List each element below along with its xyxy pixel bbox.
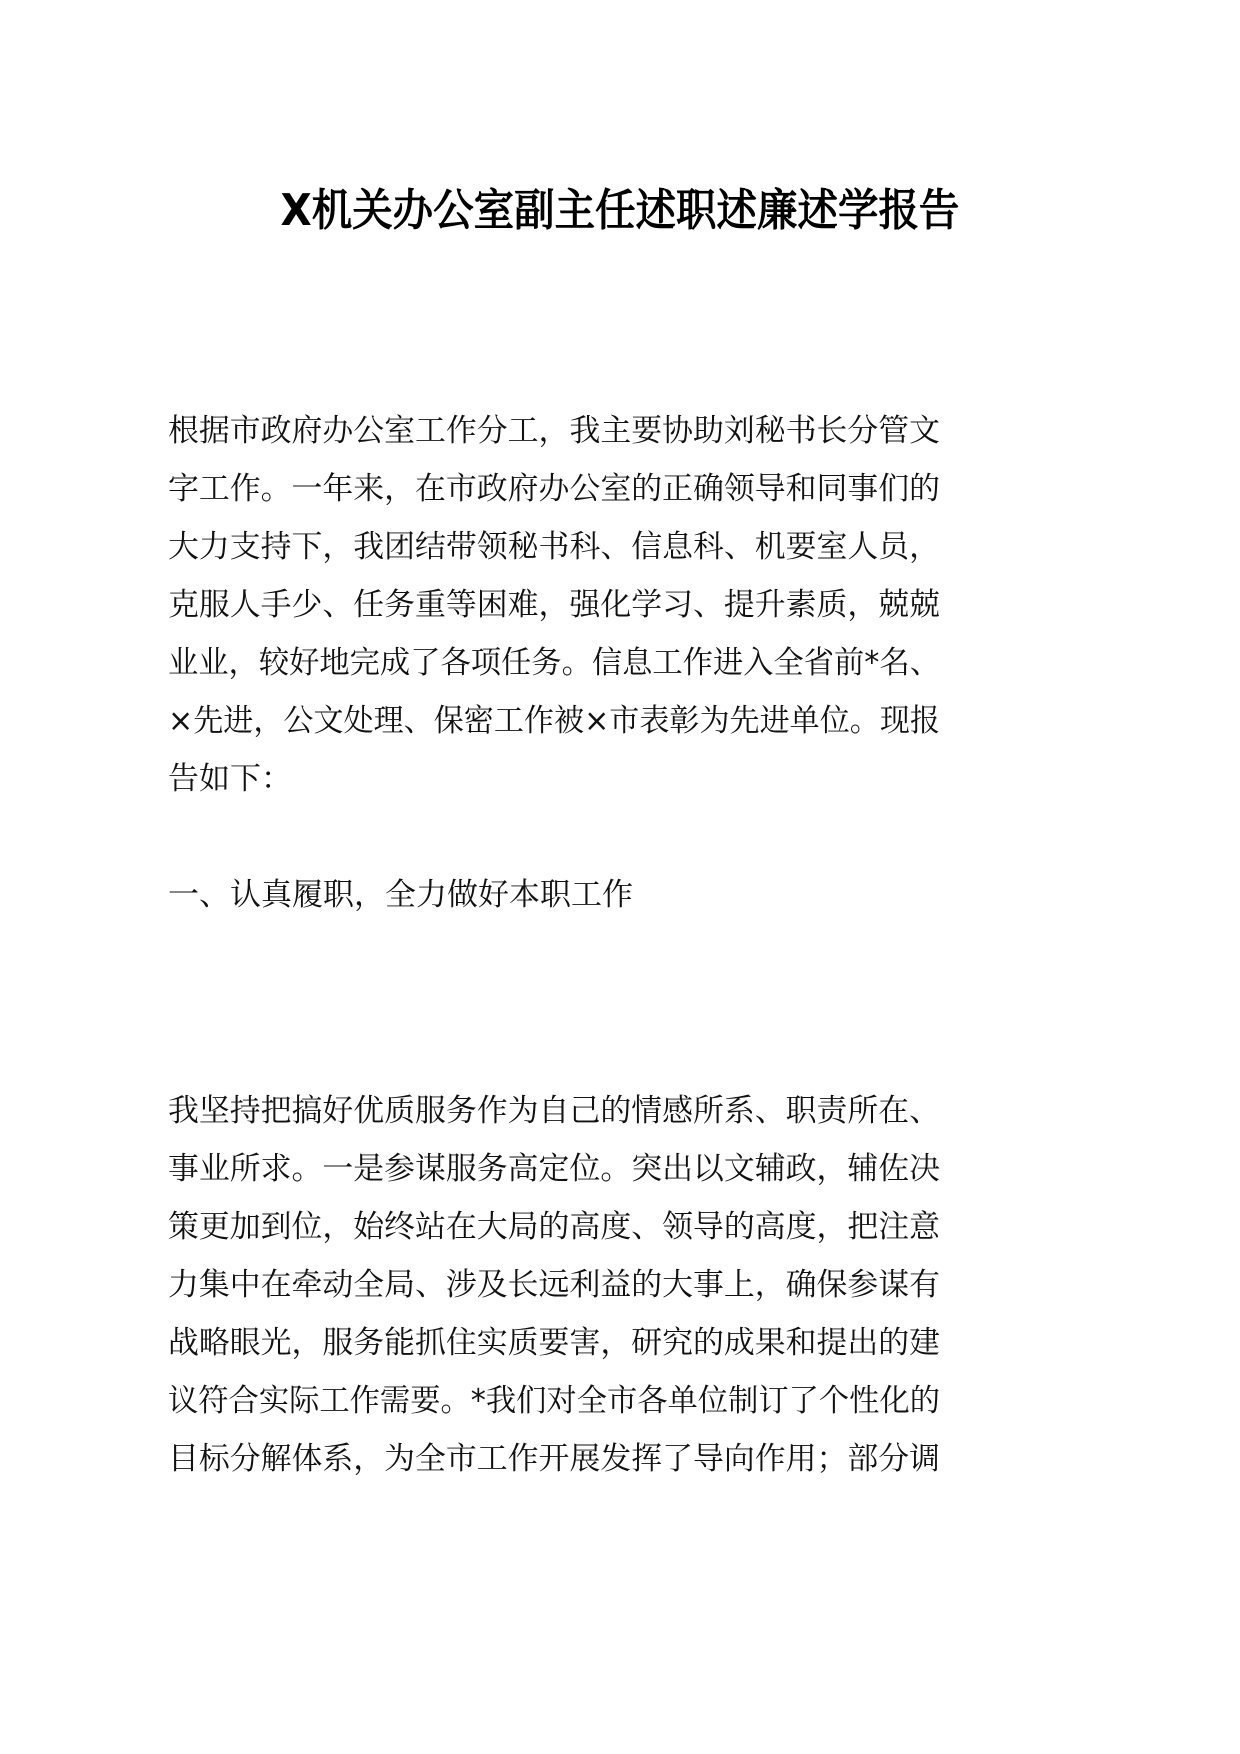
paragraph-line: 克服人手少、任务重等困难，强化学习、提升素质，兢兢	[168, 587, 940, 623]
paragraph-line: 力集中在牵动全局、涉及长远利益的大事上，确保参谋有	[168, 1267, 940, 1303]
section-paragraph	[168, 1082, 948, 1488]
intro-paragraph	[168, 402, 948, 808]
paragraph-line: 字工作。一年来，在市政府办公室的正确领导和同事们的	[168, 471, 940, 507]
paragraph-line: 告如下：	[168, 761, 292, 797]
paragraph-line: 大力支持下，我团结带领秘书科、信息科、机要室人员，	[168, 529, 940, 565]
paragraph-line: 根据市政府办公室工作分工，我主要协助刘秘书长分管文	[168, 413, 940, 449]
paragraph-line: 策更加到位，始终站在大局的高度、领导的高度，把注意	[168, 1209, 940, 1245]
document-title	[0, 183, 1240, 239]
paragraph-line: 战略眼光，服务能抓住实质要害，研究的成果和提出的建	[168, 1325, 940, 1361]
paragraph-line: ×先进，公文处理、保密工作被×市表彰为先进单位。现报	[168, 703, 940, 739]
paragraph-line: 议符合实际工作需要。*我们对全市各单位制订了个性化的	[168, 1383, 940, 1419]
paragraph-line: 目标分解体系，为全市工作开展发挥了导向作用；部分调	[168, 1441, 940, 1477]
section-heading	[168, 866, 948, 924]
paragraph-line: 我坚持把搞好优质服务作为自己的情感所系、职责所在、	[168, 1093, 940, 1129]
paragraph-line: 业业，较好地完成了各项任务。信息工作进入全省前*名、	[168, 645, 940, 681]
section-heading-text: 一、认真履职，全力做好本职工作	[168, 877, 633, 913]
document-title-text: X机关办公室副主任述职述廉述学报告	[280, 185, 960, 236]
paragraph-line: 事业所求。一是参谋服务高定位。突出以文辅政，辅佐决	[168, 1151, 940, 1187]
